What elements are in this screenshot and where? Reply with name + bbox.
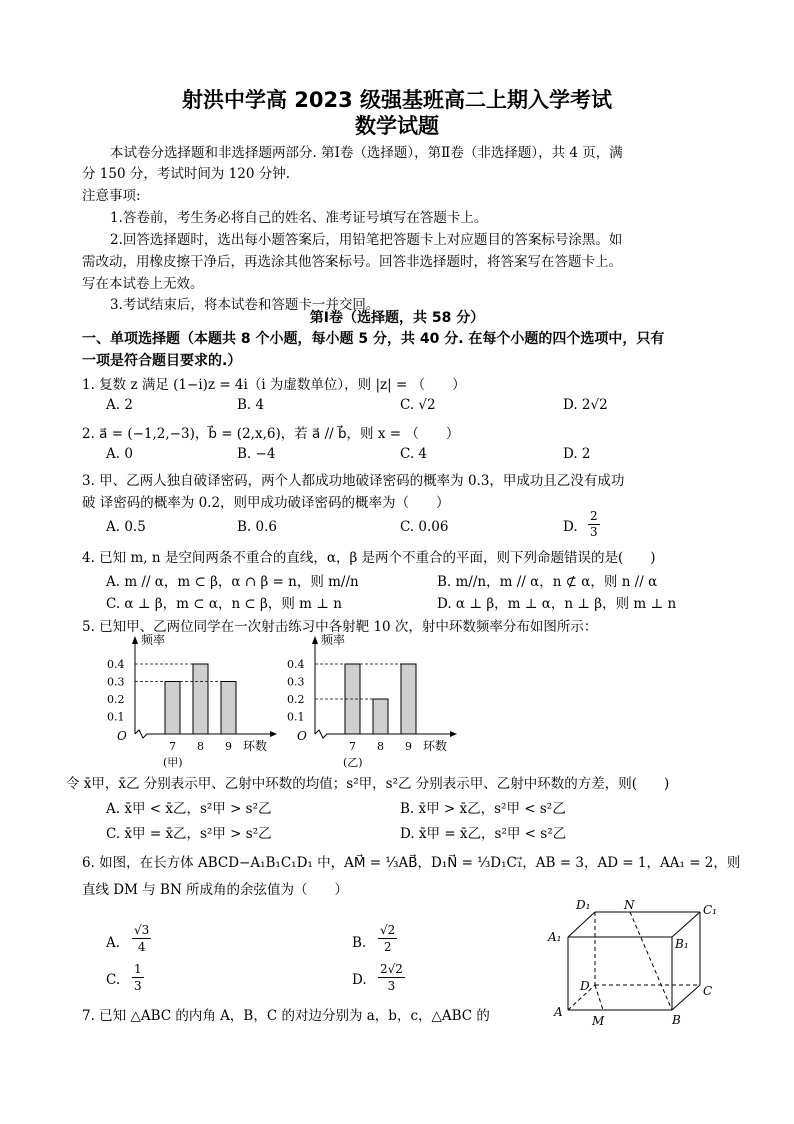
option-c: C.: [106, 972, 121, 988]
option-a: A. x̄甲 < x̄乙，s²甲 > s²乙: [106, 801, 272, 817]
question-stem: 3. 甲、乙两人独自破译密码，两个人都成功地破译密码的概率为 0.3，甲成功且乙没有成功: [82, 473, 625, 489]
chart-yi: [287, 632, 457, 769]
note-item: 2.回答选择题时，选出每小题答案后，用铅笔把答题卡上对应题目的答案标号涂黑。如: [110, 232, 623, 248]
y-tick-label: 0.1: [107, 710, 125, 724]
fraction: [132, 922, 151, 955]
vertex-label: C₁: [703, 903, 717, 917]
option-b: B. 4: [237, 397, 265, 413]
page-subtitle: 数学试题: [355, 114, 439, 138]
option-c: C. √2: [400, 397, 436, 413]
y-tick-label: 0.3: [107, 675, 125, 689]
option-d: D. 2√2: [563, 397, 608, 413]
option-a: A. 0.5: [106, 519, 146, 535]
x-tick-label: 8: [377, 740, 384, 753]
fraction: [588, 509, 600, 540]
option-d: D. 2: [563, 446, 591, 462]
option-c: C. 4: [400, 446, 428, 462]
y-tick-label: 0.4: [287, 658, 305, 671]
origin-label: O: [117, 729, 127, 743]
bar: [221, 682, 236, 735]
option-d: D. α ⊥ β，m ⊥ α，n ⊥ β，则 m ⊥ n: [437, 596, 677, 612]
option-d: D.: [563, 519, 578, 535]
option-a: A. 2: [106, 397, 133, 413]
y-tick-label: 0.2: [287, 693, 305, 706]
option-b: B. 0.6: [237, 519, 277, 535]
notes-heading: 注意事项:: [82, 188, 141, 204]
chart-caption: (甲): [163, 756, 183, 769]
intro-line: 本试卷分选择题和非选择题两部分. 第Ⅰ卷（选择题），第Ⅱ卷（非选择题），共 4 页，满: [110, 145, 623, 161]
part-heading: 一项是符合题目要求的.）: [82, 353, 242, 369]
question-stem: 1. 复数 z 满足 (1−i)z = 4i（i 为虚数单位），则 |z| = （ ）: [82, 377, 466, 393]
y-tick-label: 0.3: [287, 675, 305, 689]
x-axis-arrow: [450, 731, 457, 737]
question-stem: 破 译密码的概率为 0.2，则甲成功破译密码的概率为（ ）: [82, 495, 450, 511]
numerator: 2√2: [380, 962, 403, 976]
fraction: [132, 961, 144, 994]
question-stem: 6. 如图，在长方体 ABCD−A₁B₁C₁D₁ 中，AM⃗ = ⅓AB⃗，D₁N⃗ = ⅓D₁C₁⃗，AB = 3，AD = 1，AA₁ = 2，则: [82, 855, 741, 871]
option-b: B. −4: [237, 446, 276, 462]
page-title: 射洪中学高 2023 级强基班高二上期入学考试: [181, 88, 613, 112]
option-b: B.: [352, 935, 367, 951]
denominator: 4: [137, 940, 146, 954]
note-item: 需改动，用橡皮擦干净后，再选涂其他答案标号。回答非选择题时，将答案写在答题卡上。: [82, 254, 622, 270]
option-c: C. α ⊥ β，m ⊂ α，n ⊂ β，则 m ⊥ n: [106, 596, 342, 612]
bar: [193, 664, 208, 734]
fraction: [378, 961, 405, 994]
x-tick-label: 7: [349, 740, 356, 753]
x-axis-label: 环数: [243, 739, 268, 753]
chart-jia: [107, 632, 277, 769]
note-item: 写在本试卷上无效。: [82, 276, 204, 292]
bar: [165, 682, 180, 735]
option-d: D.: [352, 972, 367, 988]
vertex-label: A₁: [548, 930, 562, 944]
x-tick-label: 9: [405, 740, 412, 753]
denominator: 3: [134, 979, 142, 993]
question-stem: 2. a⃗ = (−1,2,−3)，b⃗ = (2,x,6)，若 a⃗ // b⃗，则 x = （ ）: [82, 426, 460, 442]
cuboid-figure: [540, 900, 730, 1030]
option-b: B. x̄甲 > x̄乙，s²甲 < s²乙: [400, 801, 566, 817]
bar: [373, 699, 388, 734]
question-stem: 直线 DM 与 BN 所成角的余弦值为（ ）: [82, 882, 349, 898]
origin-label: O: [297, 729, 307, 743]
y-axis-label: 频率: [321, 633, 346, 647]
note-item: 3.考试结束后，将本试卷和答题卡一并交回。: [110, 297, 380, 313]
question-stem: 令 x̄甲，x̄乙 分别表示甲、乙射中环数的均值；s²甲，s²乙 分别表示甲、乙射中环数的方差，则( ): [66, 776, 670, 792]
option-d: D. x̄甲 = x̄乙，s²甲 < s²乙: [400, 826, 567, 842]
numerator: 2: [590, 509, 598, 523]
vertex-label: N: [624, 900, 635, 912]
vertex-label: C: [703, 984, 713, 998]
question-stem: 7. 已知 △ABC 的内角 A，B，C 的对边分别为 a，b，c，△ABC 的: [82, 1008, 490, 1024]
y-tick-label: 0.2: [107, 693, 125, 706]
x-tick-label: 8: [197, 740, 204, 753]
vertex-label: D: [580, 979, 590, 993]
y-axis-label: 频率: [141, 633, 166, 647]
part-heading: 一、单项选择题（本题共 8 个小题，每小题 5 分，共 40 分. 在每个小题的四个选项中，只有: [82, 331, 665, 347]
note-item: 1.答卷前，考生务必将自己的姓名、准考证号填写在答题卡上。: [110, 210, 488, 226]
vertex-label: D₁: [576, 900, 591, 912]
option-a: A. 0: [106, 446, 133, 462]
option-b: B. m//n，m // α，n ⊄ α，则 n // α: [437, 574, 658, 590]
numerator: √3: [134, 923, 150, 937]
fraction: [378, 922, 397, 955]
intro-line: 分 150 分，考试时间为 120 分钟.: [82, 166, 290, 182]
y-axis-arrow: [312, 636, 318, 644]
x-tick-label: 7: [169, 740, 176, 753]
question-stem: 4. 已知 m, n 是空间两条不重合的直线，α，β 是两个不重合的平面，则下列命题错误的是( ): [82, 550, 656, 566]
chart-caption: (乙): [343, 756, 363, 769]
x-axis-arrow: [270, 731, 277, 737]
option-a: A. m // α，m ⊂ β，α ∩ β = n，则 m//n: [106, 574, 359, 590]
x-tick-label: 9: [225, 740, 232, 753]
frequency-charts: [105, 632, 485, 772]
y-tick-label: 0.4: [107, 658, 125, 671]
vertex-label: B₁: [675, 937, 689, 951]
vertex-label: B: [672, 1013, 681, 1027]
denominator: 3: [590, 525, 598, 539]
y-axis-arrow: [132, 636, 138, 644]
numerator: √2: [380, 923, 396, 937]
denominator: 3: [387, 979, 396, 993]
y-tick-label: 0.1: [287, 710, 305, 724]
bar: [401, 664, 416, 734]
numerator: 1: [134, 962, 142, 976]
question-stem: 5. 已知甲、乙两位同学在一次射击练习中各射靶 10 次，射中环数频率分布如图所示：: [82, 619, 598, 635]
option-c: C. x̄甲 = x̄乙，s²甲 > s²乙: [106, 826, 272, 842]
denominator: 2: [383, 940, 392, 954]
vertex-label: A: [554, 1005, 563, 1019]
option-c: C. 0.06: [400, 519, 449, 535]
section-heading: 第Ⅰ卷（选择题，共 58 分）: [309, 310, 485, 326]
x-axis-label: 环数: [423, 739, 448, 753]
option-a: A.: [106, 935, 121, 951]
vertex-label: M: [592, 1014, 605, 1028]
